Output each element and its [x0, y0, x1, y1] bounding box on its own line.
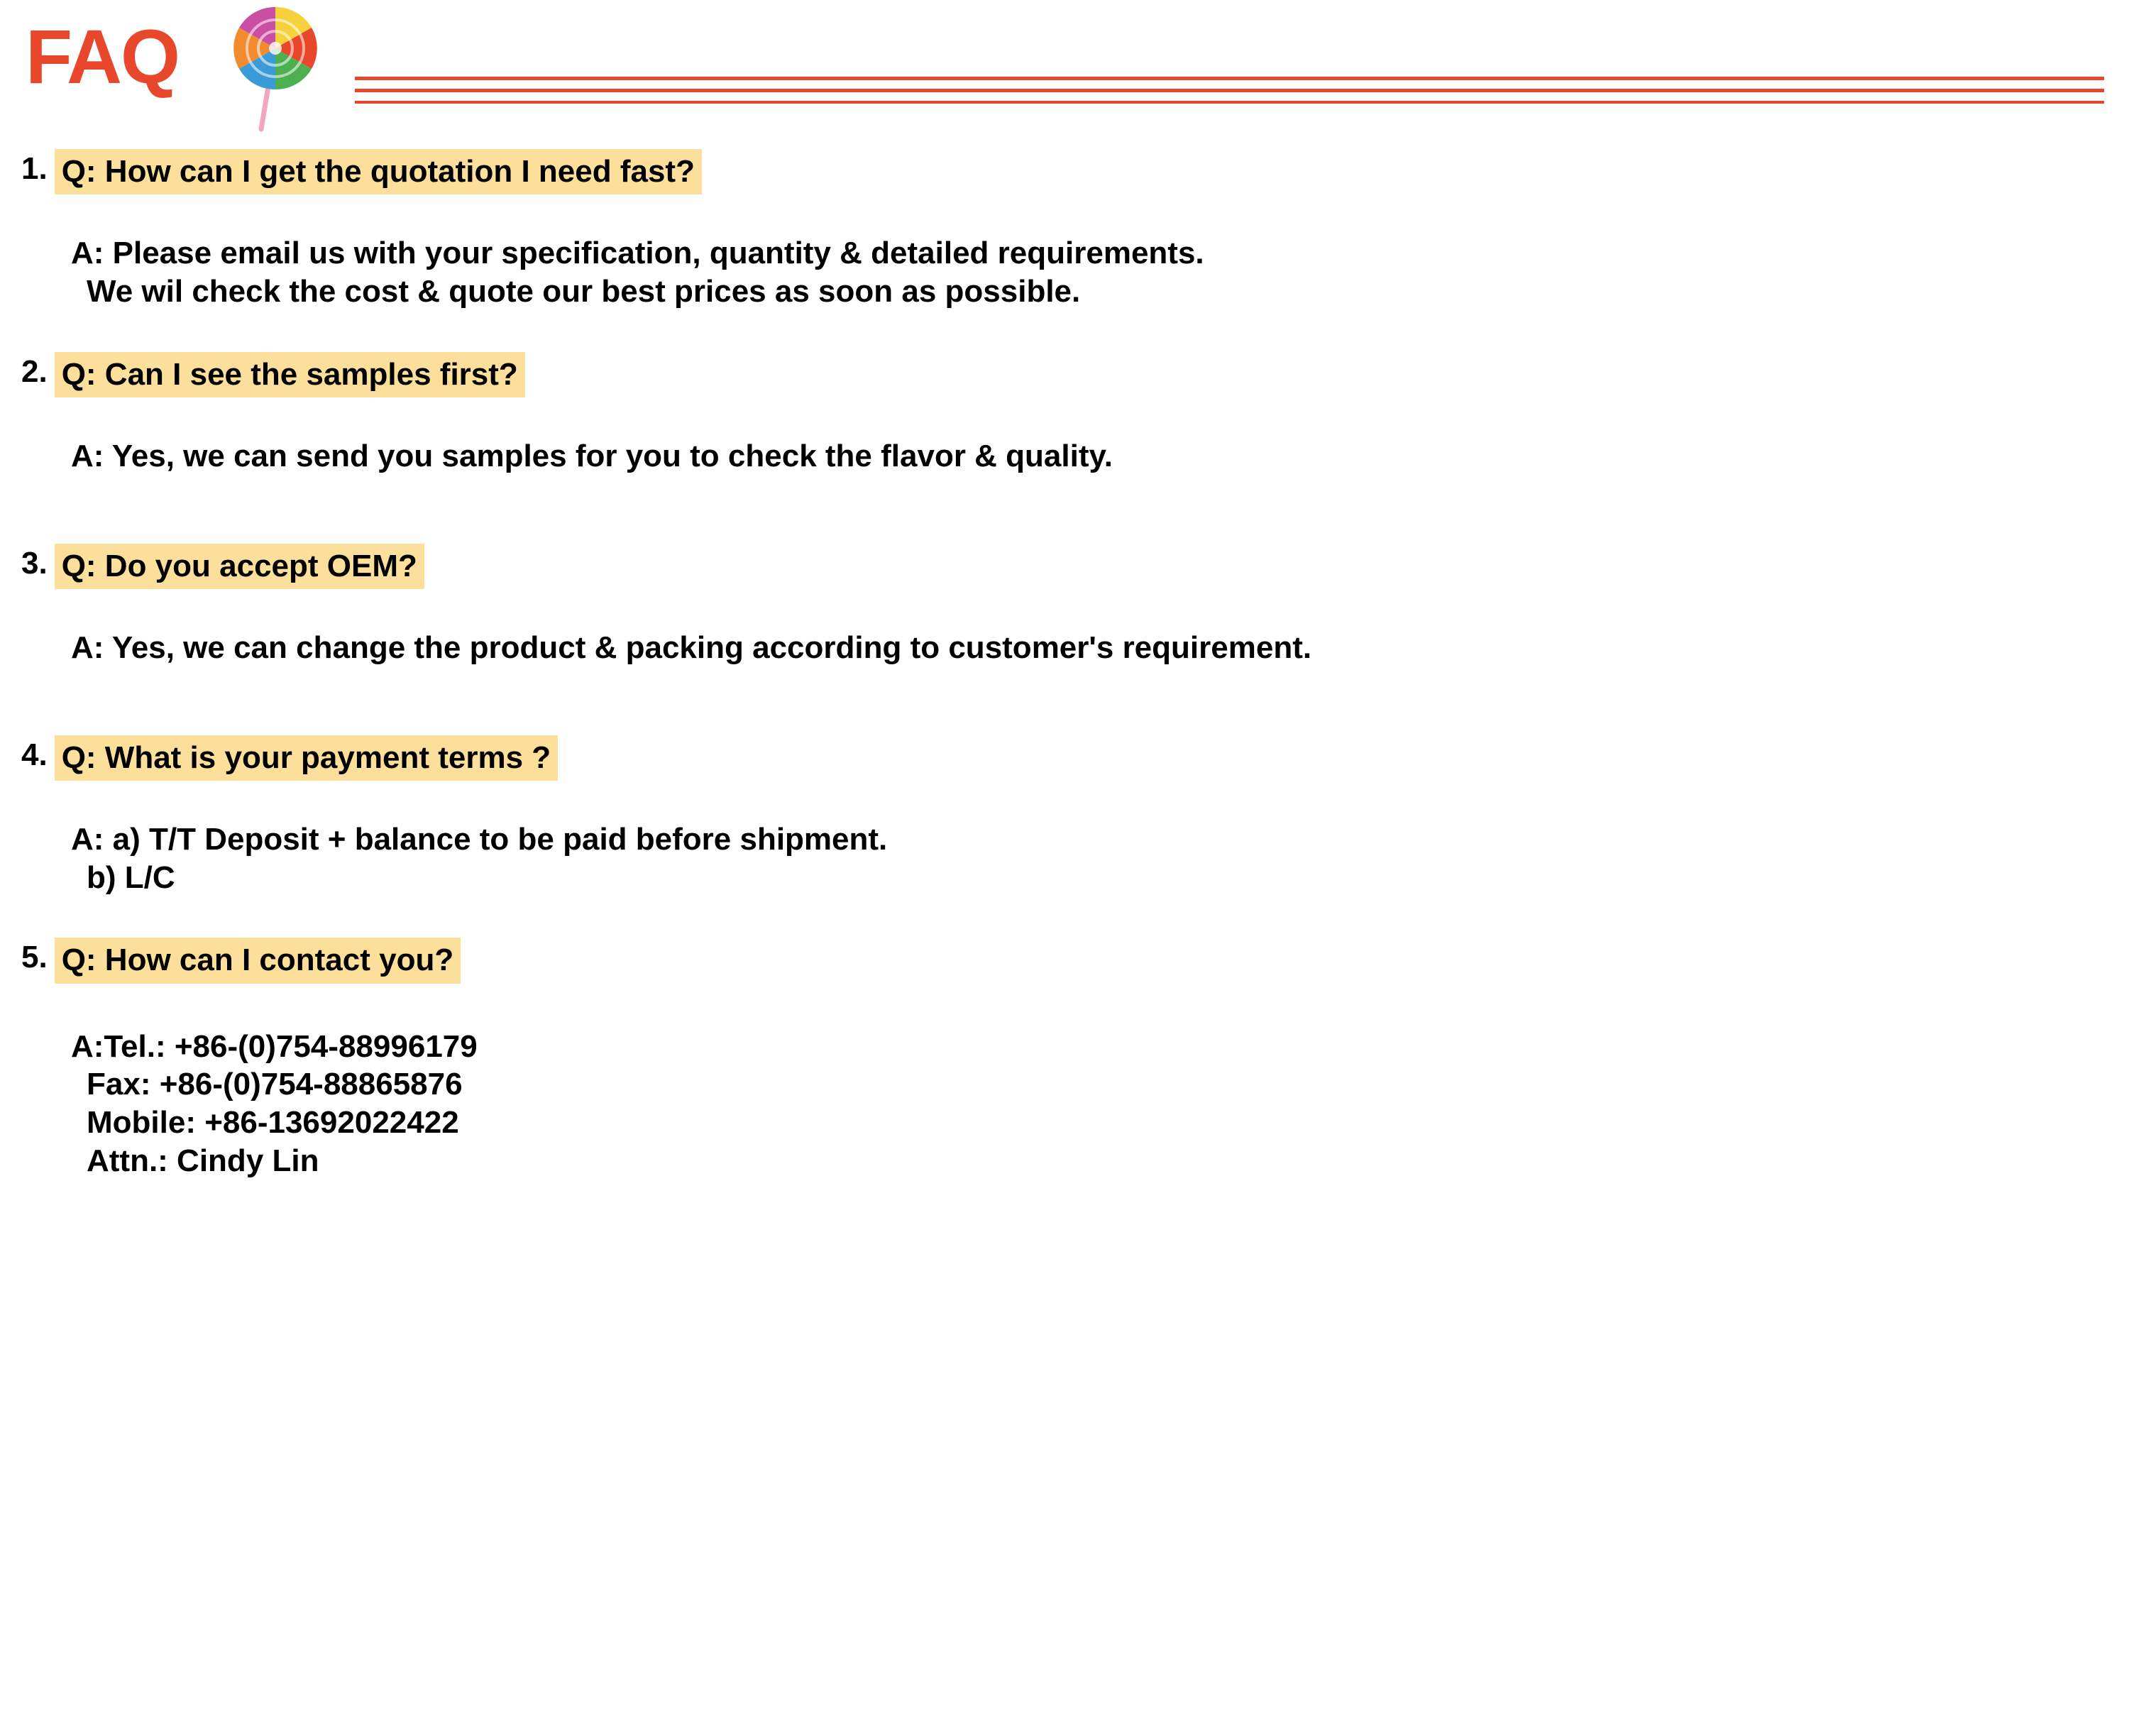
faq-answer — [0, 437, 2129, 476]
faq-answer-line: A: Yes, we can change the product & packing according to customer's requirement. — [71, 630, 1312, 665]
faq-answer — [0, 234, 2129, 310]
contact-fax: Fax: +86-(0)754-88865876 — [87, 1067, 463, 1102]
page-header — [0, 0, 2129, 149]
faq-answer-line: We wil check the cost & quote our best prices as soon as possible. — [87, 273, 1081, 309]
faq-item-number: 2. — [21, 353, 48, 389]
lollipop-icon — [227, 4, 326, 132]
faq-answer — [0, 629, 2129, 667]
header-divider-rules — [355, 77, 2104, 105]
faq-item-number: 4. — [21, 737, 48, 772]
divider-line-3 — [355, 101, 2104, 104]
faq-answer-line: b) L/C — [87, 859, 175, 895]
faq-answer-line: A: Yes, we can send you samples for you to check the flavor & quality. — [71, 438, 1113, 473]
page-title: FAQ — [26, 13, 180, 99]
faq-item — [0, 149, 2129, 352]
faq-item-number: 5. — [21, 940, 48, 975]
faq-question-row — [0, 352, 2129, 397]
contact-attn: Attn.: Cindy Lin — [87, 1143, 319, 1178]
faq-item — [0, 735, 2129, 938]
faq-answer-line: A: a) T/T Deposit + balance to be paid before shipment. — [71, 821, 888, 857]
faq-question-row — [0, 149, 2129, 194]
faq-question: Q: Do you accept OEM? — [55, 544, 424, 589]
faq-item — [0, 938, 2129, 1180]
faq-answer-line: A: Please email us with your specification, quantity & detailed requirements. — [71, 236, 1204, 271]
faq-question: Q: How can I contact you? — [55, 938, 461, 983]
faq-answer — [0, 820, 2129, 896]
faq-item — [0, 544, 2129, 735]
faq-question-row — [0, 938, 2129, 983]
divider-line-1 — [355, 77, 2104, 80]
faq-question-row — [0, 735, 2129, 781]
faq-question: Q: What is your payment terms ? — [55, 735, 558, 781]
contact-tel: A:Tel.: +86-(0)754-88996179 — [71, 1028, 478, 1064]
faq-item-number: 3. — [21, 545, 48, 581]
faq-question-row — [0, 544, 2129, 589]
contact-mobile: Mobile: +86-13692022422 — [87, 1104, 459, 1140]
faq-answer-contact — [0, 1028, 2129, 1180]
faq-item — [0, 352, 2129, 544]
faq-question: Q: Can I see the samples first? — [55, 352, 525, 397]
faq-question: Q: How can I get the quotation I need fast? — [55, 149, 702, 194]
faq-list — [0, 149, 2129, 1180]
divider-line-2 — [355, 89, 2104, 92]
faq-item-number: 1. — [21, 151, 48, 186]
